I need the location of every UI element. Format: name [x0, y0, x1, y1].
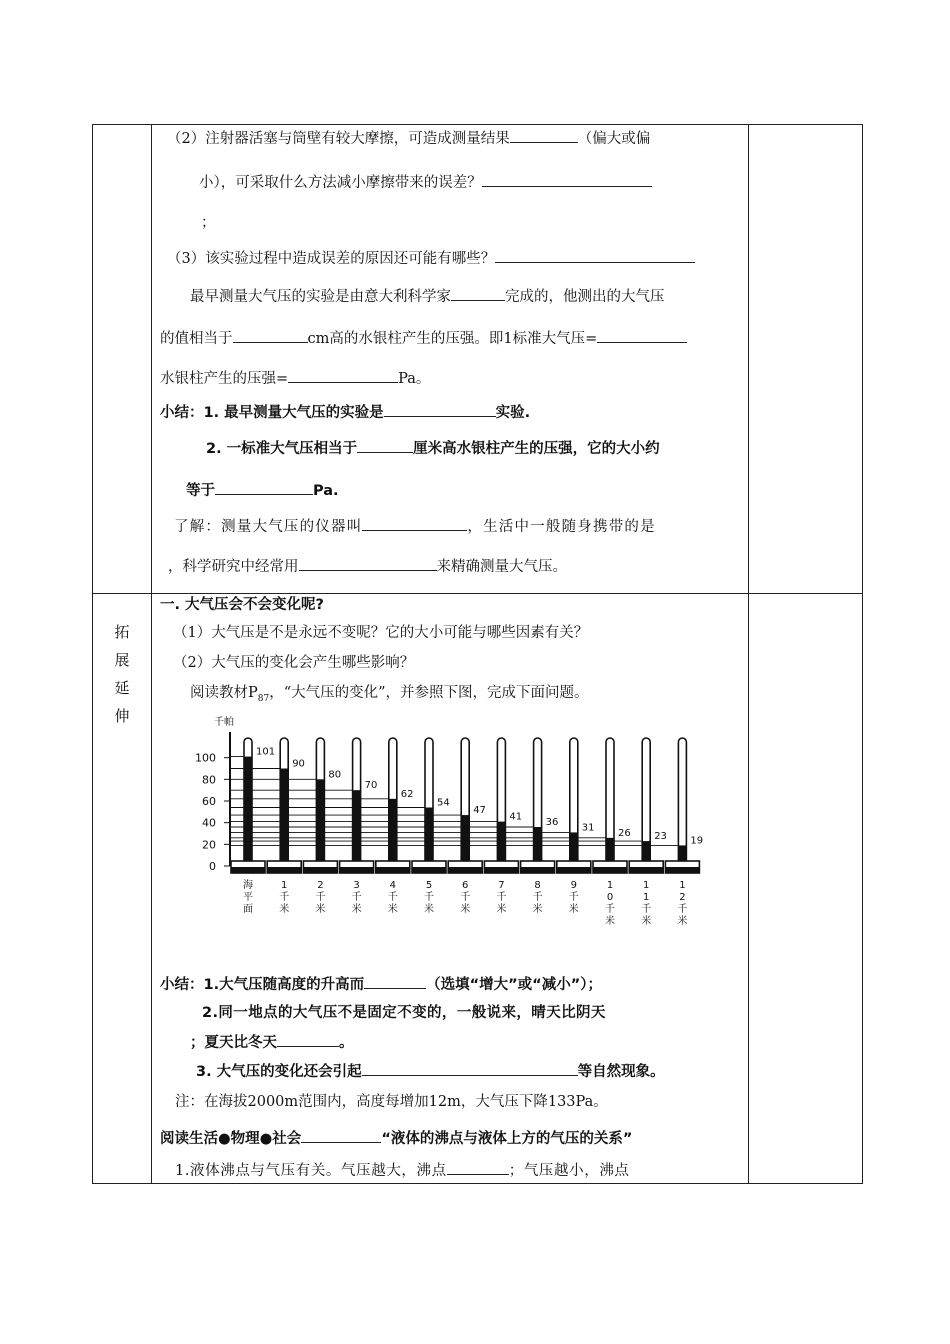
- chart-category-label: 米: [532, 904, 543, 915]
- row-divider: [93, 593, 862, 594]
- boil-text-b: ；气压越小，沸点: [508, 1163, 630, 1179]
- chart-category-label: 千: [677, 904, 688, 915]
- chart-dish-mercury: [412, 867, 446, 873]
- lower-summary-text-e: 3. 大气压的变化还会引起: [196, 1064, 362, 1080]
- chart-category-label: 4: [389, 880, 396, 891]
- lower-question-2: （2）大气压的变化会产生哪些影响？: [173, 655, 415, 671]
- q2-text-b: （偏大或偏: [577, 131, 651, 147]
- chart-category-label: 米: [424, 904, 434, 915]
- side-char-3: 延: [114, 679, 130, 697]
- answer-blank[interactable]: [364, 973, 426, 989]
- chart-category-label: 千: [351, 892, 362, 903]
- chart-category-label: 1: [643, 892, 650, 903]
- column-divider-right: [748, 125, 749, 1183]
- chart-data-label: 26: [618, 827, 631, 839]
- answer-blank[interactable]: [299, 555, 437, 571]
- answer-blank[interactable]: [597, 327, 687, 343]
- reading-text-a: 阅读教材P: [190, 685, 258, 701]
- q3-text: （3）该实验过程中造成误差的原因还可能有哪些？: [167, 251, 496, 267]
- side-char-4: 伸: [114, 707, 130, 725]
- chart-category-label: 平: [243, 892, 253, 903]
- chart-category-label: 2: [679, 892, 686, 903]
- torricelli-line-2: [160, 327, 687, 349]
- answer-blank[interactable]: [495, 247, 695, 263]
- chart-dish-mercury: [557, 867, 591, 873]
- chart-data-label: 90: [292, 758, 305, 770]
- chart-category-label: 千: [460, 892, 471, 903]
- chart-ylabel: 千帕: [214, 717, 234, 728]
- chart-data-label: 31: [581, 822, 595, 834]
- upper-summary-2: [206, 437, 660, 459]
- lower-summary-text-c: ；夏天比冬天: [190, 1035, 277, 1051]
- chart-category-label: 米: [677, 916, 688, 927]
- chart-category-label: 米: [496, 904, 507, 915]
- lower-summary-3: [196, 1060, 665, 1082]
- chart-category-label: 米: [641, 916, 652, 927]
- chart-category-label: 2: [317, 880, 324, 891]
- chart-category-label: 1: [643, 880, 650, 891]
- chart-category-label: 海: [243, 880, 253, 891]
- chart-ytick-label: 20: [202, 838, 216, 852]
- answer-blank[interactable]: [277, 1031, 339, 1047]
- reading-instruction: [190, 683, 589, 709]
- chart-bar: [353, 790, 361, 866]
- summary-text-c: 2. 一标准大气压相当于: [206, 441, 358, 457]
- chart-category-label: 米: [460, 904, 471, 915]
- chart-category-label: 米: [568, 904, 579, 915]
- side-char-2: 展: [114, 651, 130, 669]
- answer-blank[interactable]: [362, 1060, 578, 1076]
- answer-blank[interactable]: [288, 367, 398, 383]
- chart-data-label: 23: [654, 831, 667, 843]
- instruments-line-1: [174, 515, 656, 537]
- chart-dish-mercury: [629, 867, 663, 873]
- chart-category-label: 千: [315, 892, 326, 903]
- reading-title-b: “液体的沸点与液体上方的气压的关系”: [381, 1131, 633, 1147]
- torricelli-text-e: 水银柱产生的压强=: [160, 371, 289, 387]
- chart-category-label: 千: [424, 892, 434, 903]
- chart-bar: [534, 827, 542, 866]
- section-label-extension: [93, 618, 151, 730]
- chart-bar: [280, 769, 288, 867]
- chart-category-label: 千: [568, 892, 579, 903]
- lower-summary-text-f: 等自然现象。: [577, 1064, 665, 1080]
- know-text-b: ，生活中一般随身携带的是: [467, 519, 656, 535]
- chart-dish-mercury: [484, 867, 518, 873]
- pressure-altitude-chart: [186, 716, 720, 927]
- torricelli-text-c: 的值相当于: [160, 331, 233, 347]
- answer-blank[interactable]: [510, 127, 578, 143]
- chart-category-label: 千: [605, 904, 615, 915]
- answer-blank[interactable]: [447, 1159, 509, 1175]
- reading-section-title: [160, 1127, 632, 1149]
- torricelli-line-3: [160, 367, 430, 389]
- chart-category-label: 千: [279, 892, 290, 903]
- lower-question-1: （1）大气压是不是永远不变呢？它的大小可能与哪些因素有关？: [173, 625, 589, 641]
- question-2-line-2: [199, 171, 652, 193]
- page-number-subscript: 87: [257, 693, 270, 704]
- question-2-line-1: [167, 127, 650, 149]
- torricelli-text-f: Pa。: [398, 371, 431, 387]
- chart-data-label: 41: [509, 811, 523, 823]
- summary-text-e: 等于: [186, 483, 215, 499]
- answer-blank[interactable]: [301, 1127, 381, 1143]
- answer-blank[interactable]: [482, 171, 652, 187]
- reading-title-a: 阅读生活●物理●社会: [160, 1131, 302, 1147]
- answer-blank[interactable]: [451, 285, 505, 301]
- summary-text-d: 厘米高水银柱产生的压强，它的大小约: [413, 441, 660, 457]
- chart-dish-mercury: [340, 867, 374, 873]
- torricelli-text-d: cm高的水银柱产生的压强。即1标准大气压=: [307, 331, 598, 347]
- chart-category-label: 8: [534, 880, 541, 891]
- summary-text-f: Pa.: [313, 483, 339, 499]
- chart-bar: [244, 757, 252, 866]
- chart-dish-mercury: [665, 867, 699, 873]
- chart-dish-mercury: [376, 867, 410, 873]
- answer-blank[interactable]: [357, 437, 413, 453]
- answer-blank[interactable]: [384, 401, 496, 417]
- chart-category-label: 6: [462, 880, 469, 891]
- chart-category-label: 5: [425, 880, 433, 891]
- chart-category-label: 1: [679, 880, 686, 891]
- instruments-line-2: [168, 555, 567, 577]
- lower-summary-text-d: 。: [339, 1035, 354, 1051]
- chart-category-label: 米: [605, 916, 615, 927]
- column-divider-left: [151, 125, 152, 1183]
- chart-ytick-label: 100: [195, 751, 216, 765]
- boil-text-a: 1.液体沸点与气压有关。气压越大，沸点: [175, 1163, 447, 1179]
- answer-blank[interactable]: [362, 515, 467, 531]
- chart-bar: [425, 808, 433, 867]
- summary-text-a: 小结：1. 最早测量大气压的实验是: [160, 405, 384, 421]
- chart-bar: [497, 822, 505, 866]
- know-text-c: ，科学研究中经常用: [168, 559, 299, 575]
- chart-data-label: 19: [690, 835, 704, 847]
- torricelli-text-b: 完成的，他测出的大气压: [505, 289, 665, 305]
- chart-dish-mercury: [231, 867, 265, 873]
- chart-data-label: 80: [328, 769, 342, 781]
- chart-data-label: 54: [437, 797, 450, 809]
- question-2-line-3: ；: [201, 215, 216, 231]
- chart-category-label: 面: [243, 904, 253, 915]
- chart-data-label: 36: [545, 817, 559, 828]
- chart-data-label: 101: [256, 746, 276, 758]
- lower-summary-2: 2.同一地点的大气压不是固定不变的，一般说来，晴天比阴天: [202, 1005, 606, 1021]
- chart-category-label: 米: [351, 904, 362, 915]
- chart-category-label: 米: [387, 904, 398, 915]
- chart-category-label: 1: [606, 880, 614, 891]
- lower-summary-text-a: 小结：1.大气压随高度的升高而: [160, 977, 365, 993]
- note-text: 注：在海拔2000m范围内，高度每增加12m，大气压下降133Pa。: [175, 1094, 608, 1110]
- torricelli-text-a: 最早测量大气压的实验是由意大利科学家: [190, 289, 451, 305]
- chart-category-label: 千: [532, 892, 543, 903]
- boiling-point-line: [175, 1159, 630, 1181]
- chart-bar: [389, 799, 397, 866]
- chart-dish-mercury: [593, 867, 627, 873]
- section-heading: 一. 大气压会不会变化呢?: [160, 597, 324, 613]
- torricelli-line-1: [190, 285, 665, 307]
- chart-data-label: 62: [400, 788, 414, 800]
- chart-data-label: 70: [364, 780, 378, 792]
- chart-category-label: 千: [641, 904, 652, 915]
- know-text-d: 来精确测量大气压。: [436, 559, 567, 575]
- lower-summary-1: [160, 973, 602, 995]
- chart-category-label: 米: [315, 904, 326, 915]
- chart-ytick-label: 80: [202, 773, 216, 787]
- chart-category-label: 9: [570, 880, 577, 891]
- upper-summary-1: [160, 401, 530, 423]
- chart-category-label: 千: [387, 892, 398, 903]
- side-char-1: 拓: [114, 623, 130, 641]
- chart-dish-mercury: [448, 867, 482, 873]
- chart-category-label: 1: [281, 880, 288, 891]
- answer-blank[interactable]: [233, 327, 308, 343]
- chart-bar: [316, 779, 324, 866]
- lower-summary-text-b: （选填“增大”或“减小”）；: [426, 977, 602, 993]
- chart-ytick-label: 60: [202, 795, 216, 808]
- chart-dish-mercury: [521, 867, 555, 873]
- chart-dish-mercury: [303, 867, 337, 873]
- reading-text-b: ，“大气压的变化”，并参照下图，完成下面问题。: [269, 685, 589, 701]
- know-text-a: 了解：测量大气压的仪器叫: [174, 519, 363, 535]
- chart-category-label: 千: [496, 892, 507, 903]
- chart-dish-mercury: [267, 867, 301, 873]
- q2-text-a: （2）注射器活塞与筒壁有较大摩擦，可造成测量结果: [167, 131, 510, 147]
- upper-summary-2-cont: [186, 479, 339, 501]
- chart-category-label: 米: [279, 904, 290, 915]
- chart-data-label: 47: [473, 805, 486, 817]
- summary-text-b: 实验.: [495, 405, 531, 421]
- q2-text-c: 小），可采取什么方法减小摩擦带来的误差？: [199, 175, 482, 191]
- answer-blank[interactable]: [215, 479, 313, 495]
- chart-ytick-label: 0: [209, 860, 216, 873]
- chart-category-label: 7: [498, 880, 505, 891]
- chart-category-label: 3: [353, 880, 360, 891]
- chart-ytick-label: 40: [202, 816, 216, 830]
- question-3: [167, 247, 695, 269]
- lower-summary-2-cont: [190, 1031, 354, 1053]
- chart-category-label: 0: [606, 892, 614, 903]
- chart-bar: [461, 815, 469, 866]
